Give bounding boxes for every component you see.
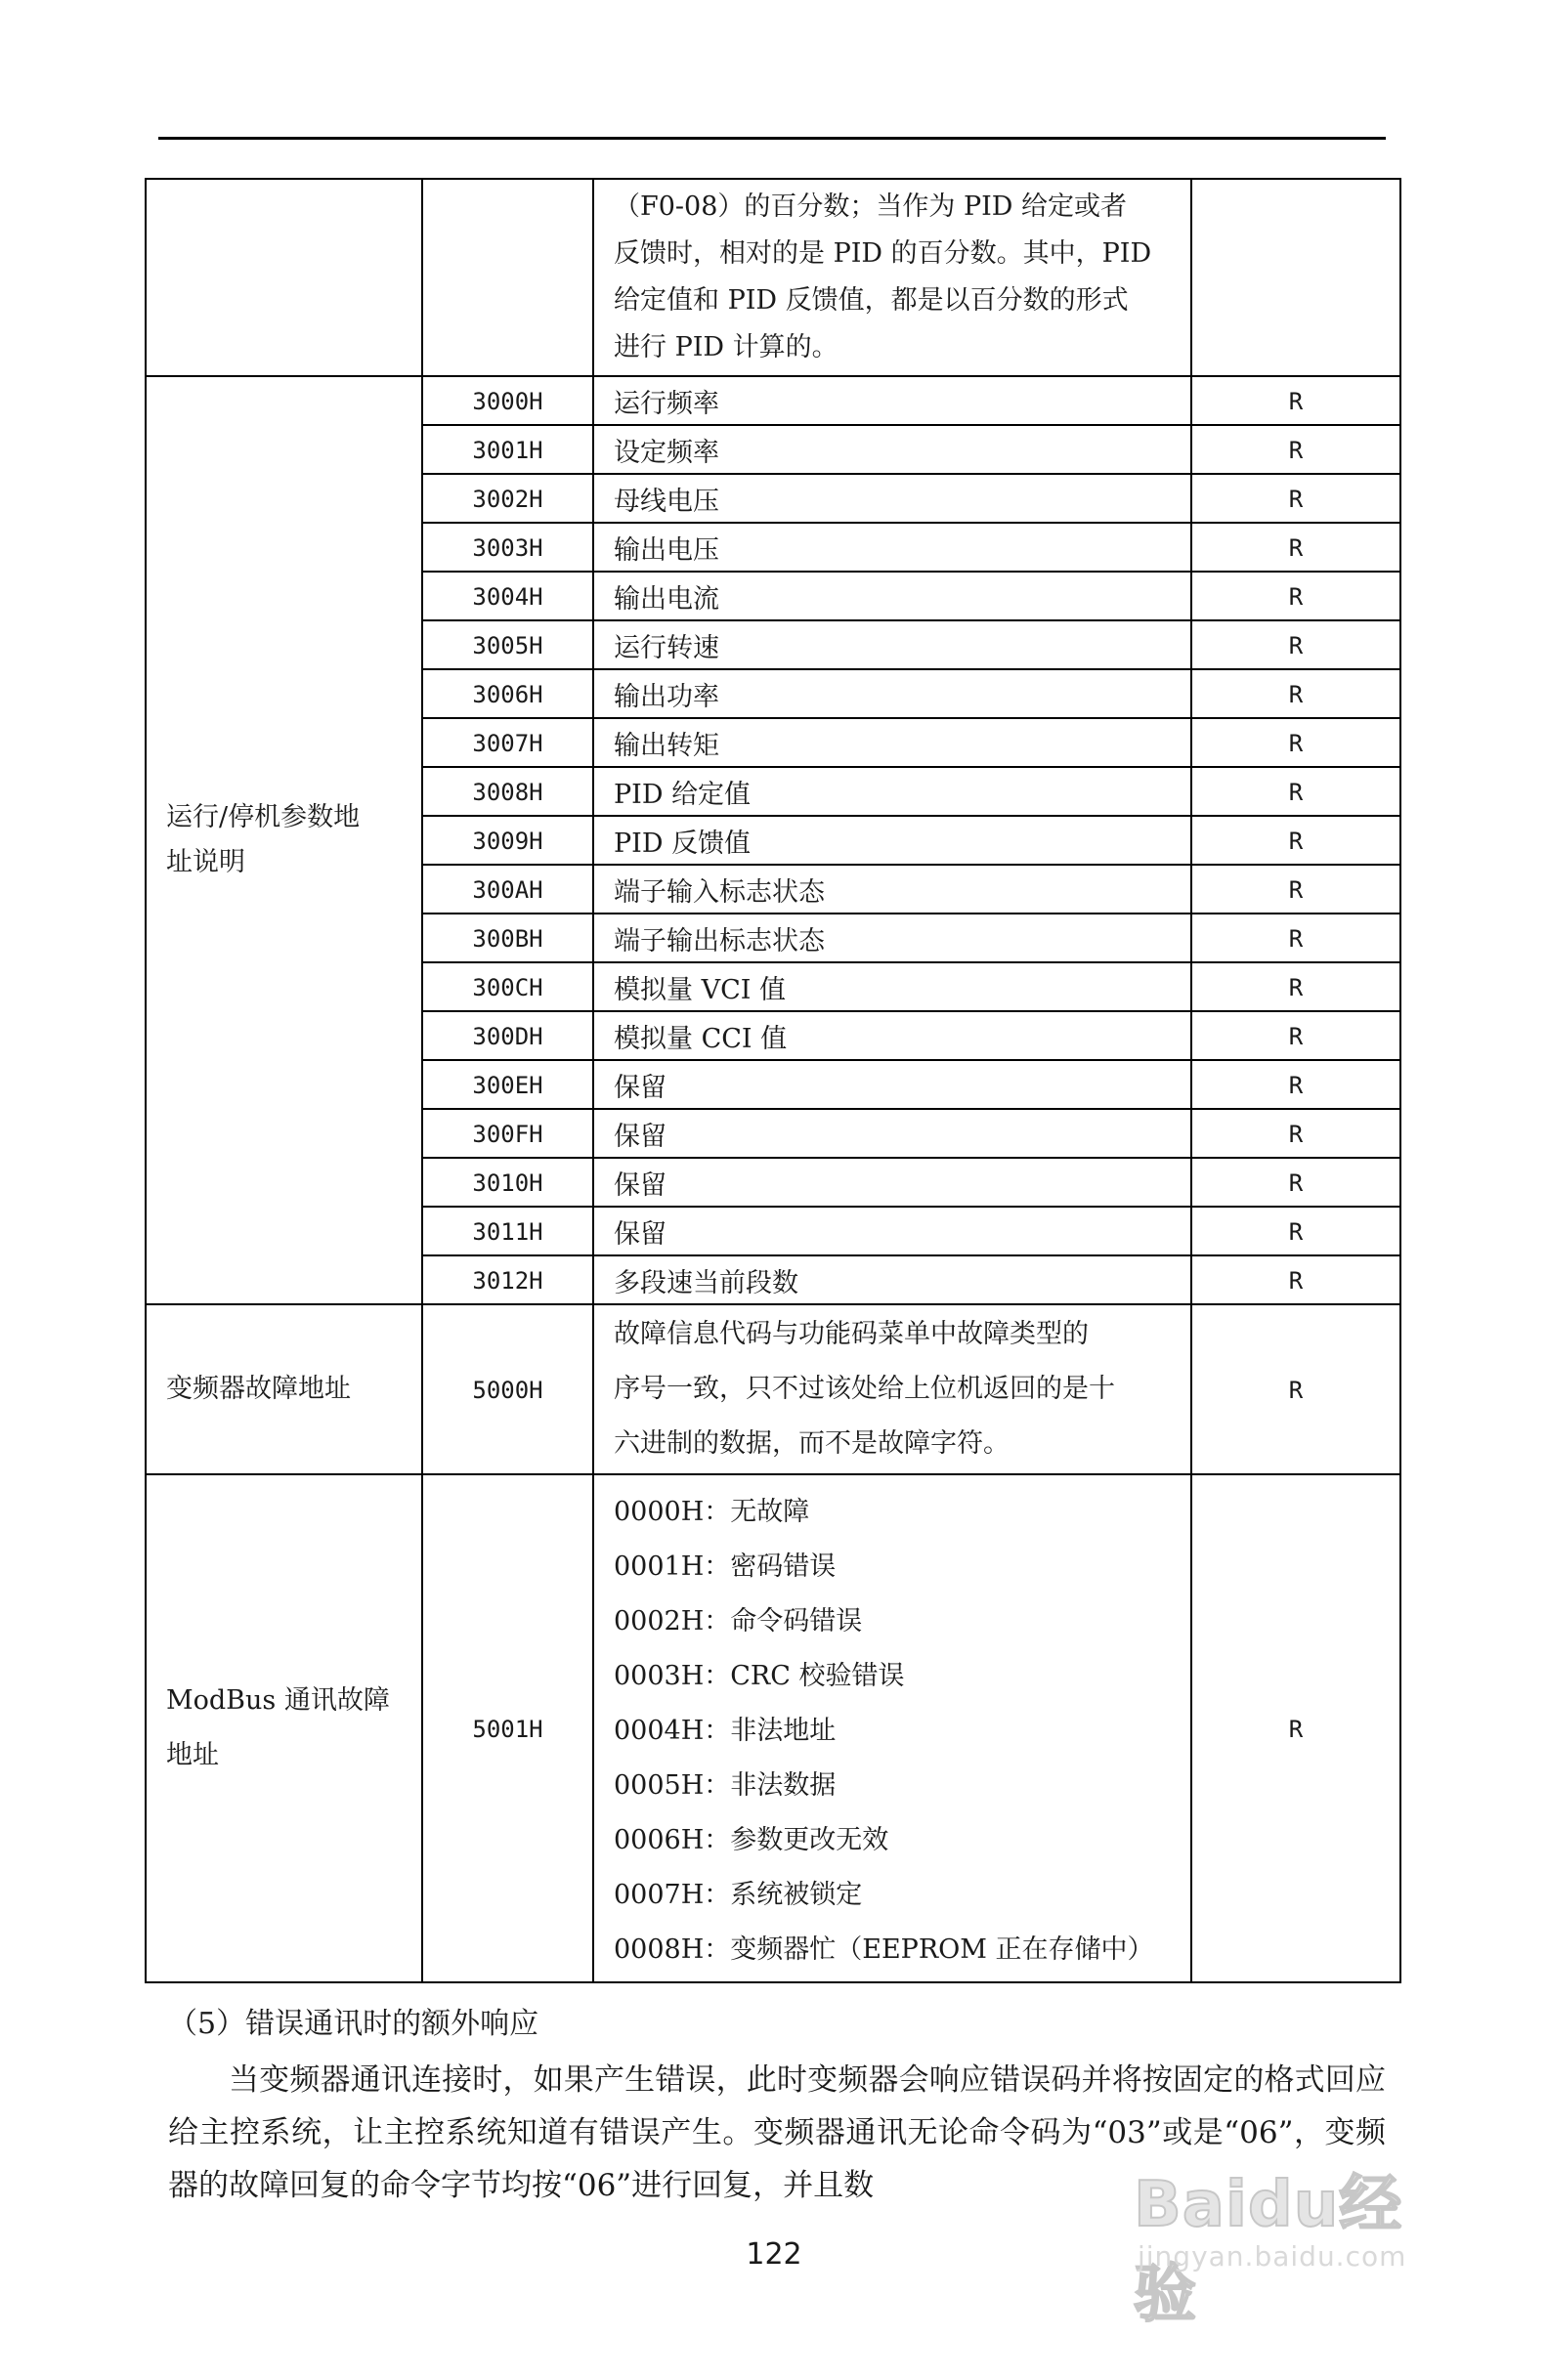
description-value: 输出电流 (614, 583, 719, 615)
section-paragraph: 当变频器通讯连接时，如果产生错误，此时变频器会响应错误码并将按固定的格式回应给主控系统，让主控系统知道有错误产生。变频器通讯无论命令码为“03”或是“06”，变频器的故障回复的命令字节均按“06”进行回复，并且数 (168, 2062, 1386, 2203)
address-value: 5000H (472, 1376, 543, 1404)
group-label-line: 变频器故障地址 (166, 1374, 351, 1404)
address-cell (422, 962, 593, 1011)
rw-value: R (1288, 1120, 1304, 1148)
fault-description (614, 1305, 1190, 1473)
address-value: 3006H (472, 680, 543, 708)
description-cell (593, 962, 1191, 1011)
address-value: 300DH (472, 1022, 543, 1050)
address-cell (422, 1255, 593, 1304)
description-value: PID 给定值 (614, 779, 752, 810)
address-value: 300AH (472, 875, 543, 904)
description-cell (593, 1060, 1191, 1109)
rw-value: R (1288, 875, 1304, 904)
address-value: 300EH (472, 1071, 543, 1099)
address-cell (422, 718, 593, 767)
address-value: 3007H (472, 729, 543, 757)
group-label-cell (146, 1304, 422, 1474)
error-code-item: 0007H：系统被锁定 (614, 1880, 863, 1910)
address-cell (422, 914, 593, 962)
address-cell (422, 1158, 593, 1207)
group-label-cell (146, 1474, 422, 1982)
rw-cell (1191, 914, 1400, 962)
rw-cell (1191, 1304, 1400, 1474)
description-cell (593, 1158, 1191, 1207)
rw-value: R (1288, 924, 1304, 953)
description-cell (593, 1474, 1191, 1982)
address-cell (422, 1474, 593, 1982)
address-cell (422, 425, 593, 474)
address-cell (422, 816, 593, 865)
rw-value: R (1288, 1169, 1304, 1197)
description-cell (593, 425, 1191, 474)
address-value: 3002H (472, 485, 543, 513)
description-value: 保留 (614, 1121, 666, 1152)
group-label-line: 址说明 (166, 847, 245, 877)
rw-cell (1191, 620, 1400, 669)
address-cell (422, 1109, 593, 1158)
rw-cell (1191, 425, 1400, 474)
address-cell (422, 669, 593, 718)
rw-cell (1191, 376, 1400, 425)
parameter-table (145, 178, 1401, 1983)
table-row-inverter-fault (146, 1304, 1400, 1474)
rw-value: R (1288, 387, 1304, 415)
address-value: 300FH (472, 1120, 543, 1148)
address-value: 3010H (472, 1169, 543, 1197)
group-label-cell (146, 376, 422, 1304)
rw-cell (1191, 816, 1400, 865)
desc-line: 进行 PID 计算的。 (614, 332, 838, 362)
watermark-url: jingyan.baidu.com (1138, 2240, 1407, 2273)
watermark-logo (1134, 2154, 1466, 2331)
description-value: 保留 (614, 1072, 666, 1103)
description-value: 保留 (614, 1218, 666, 1250)
description-cell (593, 1207, 1191, 1255)
description-cell (593, 376, 1191, 425)
address-value: 300CH (472, 973, 543, 1001)
desc-line: 给定值和 PID 反馈值，都是以百分数的形式 (614, 285, 1129, 316)
description-cell (593, 1255, 1191, 1304)
description-cell (593, 767, 1191, 816)
description-value: 母线电压 (614, 486, 719, 517)
rw-cell (1191, 572, 1400, 620)
address-cell (422, 767, 593, 816)
description-cell (593, 1011, 1191, 1060)
address-cell (422, 179, 593, 376)
rw-cell (1191, 1255, 1400, 1304)
rw-cell (1191, 523, 1400, 572)
description-value: 输出转矩 (614, 730, 719, 761)
description-cell (593, 669, 1191, 718)
address-value: 3004H (472, 582, 543, 611)
header-rule (158, 137, 1386, 140)
rw-cell (1191, 767, 1400, 816)
description-cell (593, 865, 1191, 914)
description-cell (593, 179, 1191, 376)
description-value: 保留 (614, 1169, 666, 1201)
error-code-item: 0005H：非法数据 (614, 1770, 837, 1801)
rw-value: R (1288, 1266, 1304, 1295)
group-label-line: 运行/停机参数地 (166, 802, 361, 832)
rw-cell (1191, 718, 1400, 767)
error-code-item: 0002H：命令码错误 (614, 1606, 863, 1636)
description-value: 多段速当前段数 (614, 1267, 798, 1298)
group-label-cell (146, 179, 422, 376)
desc-line: 序号一致，只不过该处给上位机返回的是十 (614, 1374, 1115, 1404)
error-code-item: 0003H：CRC 校验错误 (614, 1661, 905, 1691)
rw-value: R (1288, 631, 1304, 659)
page-number: 122 (746, 2237, 802, 2272)
address-value: 3005H (472, 631, 543, 659)
desc-line: 故障信息代码与功能码菜单中故障类型的 (614, 1319, 1089, 1349)
description-value: 运行转速 (614, 632, 719, 663)
description-cell (593, 718, 1191, 767)
rw-cell (1191, 1158, 1400, 1207)
continued-description (614, 180, 1190, 375)
address-cell (422, 1304, 593, 1474)
desc-line: 反馈时，相对的是 PID 的百分数。其中，PID (614, 238, 1152, 269)
address-value: 3008H (472, 778, 543, 806)
description-value: 输出电压 (614, 534, 719, 566)
rw-value: R (1288, 436, 1304, 464)
address-value: 3011H (472, 1217, 543, 1246)
error-code-item: 0008H：变频器忙（EEPROM 正在存储中） (614, 1934, 1154, 1965)
rw-cell (1191, 474, 1400, 523)
table-row-modbus-fault (146, 1474, 1400, 1982)
rw-cell (1191, 1207, 1400, 1255)
rw-value: R (1288, 582, 1304, 611)
desc-line: 六进制的数据，而不是故障字符。 (614, 1428, 1010, 1459)
description-cell (593, 816, 1191, 865)
description-cell (593, 620, 1191, 669)
rw-cell (1191, 1109, 1400, 1158)
rw-cell (1191, 962, 1400, 1011)
description-cell (593, 474, 1191, 523)
table-row-continuation (146, 179, 1400, 376)
address-cell (422, 523, 593, 572)
address-cell (422, 1011, 593, 1060)
desc-line: （F0-08）的百分数；当作为 PID 给定或者 (614, 191, 1128, 222)
rw-cell (1191, 1011, 1400, 1060)
address-cell (422, 620, 593, 669)
address-value: 300BH (472, 924, 543, 953)
rw-value: R (1288, 485, 1304, 513)
rw-cell (1191, 1474, 1400, 1982)
address-cell (422, 572, 593, 620)
address-value: 3009H (472, 827, 543, 855)
rw-value: R (1288, 729, 1304, 757)
error-code-item: 0006H：参数更改无效 (614, 1825, 889, 1855)
rw-value: R (1288, 680, 1304, 708)
address-cell (422, 1060, 593, 1109)
address-value: 3001H (472, 436, 543, 464)
description-value: 端子输出标志状态 (614, 925, 825, 956)
rw-value: R (1288, 533, 1304, 562)
watermark-logo-text: Baidu经验 (1134, 2169, 1403, 2331)
description-value: 端子输入标志状态 (614, 876, 825, 908)
description-value: PID 反馈值 (614, 828, 752, 859)
description-cell (593, 572, 1191, 620)
description-cell (593, 523, 1191, 572)
rw-value: R (1288, 1376, 1304, 1404)
description-cell (593, 1304, 1191, 1474)
address-cell (422, 1207, 593, 1255)
rw-value: R (1288, 778, 1304, 806)
description-value: 模拟量 CCI 值 (614, 1023, 788, 1054)
description-value: 运行频率 (614, 388, 719, 419)
error-code-item: 0001H：密码错误 (614, 1551, 837, 1582)
error-code-item: 0004H：非法地址 (614, 1716, 837, 1746)
rw-value: R (1288, 1217, 1304, 1246)
group-label-line: ModBus 通讯故障 (166, 1685, 390, 1716)
address-cell (422, 474, 593, 523)
address-value: 3000H (472, 387, 543, 415)
rw-value: R (1288, 1715, 1304, 1743)
description-value: 输出功率 (614, 681, 719, 712)
rw-value: R (1288, 1022, 1304, 1050)
address-cell (422, 376, 593, 425)
group-label-line: 地址 (166, 1740, 219, 1770)
description-cell (593, 1109, 1191, 1158)
error-code-list (614, 1475, 1190, 1981)
address-value: 3012H (472, 1266, 543, 1295)
table-row (146, 376, 1400, 425)
rw-value: R (1288, 973, 1304, 1001)
address-value: 5001H (472, 1715, 543, 1743)
error-code-item: 0000H：无故障 (614, 1497, 810, 1527)
description-value: 设定频率 (614, 437, 719, 468)
rw-cell (1191, 179, 1400, 376)
rw-cell (1191, 1060, 1400, 1109)
rw-value: R (1288, 827, 1304, 855)
address-value: 3003H (472, 533, 543, 562)
address-cell (422, 865, 593, 914)
rw-cell (1191, 669, 1400, 718)
rw-value: R (1288, 1071, 1304, 1099)
rw-cell (1191, 865, 1400, 914)
section-title: （5）错误通讯时的额外响应 (168, 2007, 539, 2041)
description-value: 模拟量 VCI 值 (614, 974, 786, 1005)
description-cell (593, 914, 1191, 962)
